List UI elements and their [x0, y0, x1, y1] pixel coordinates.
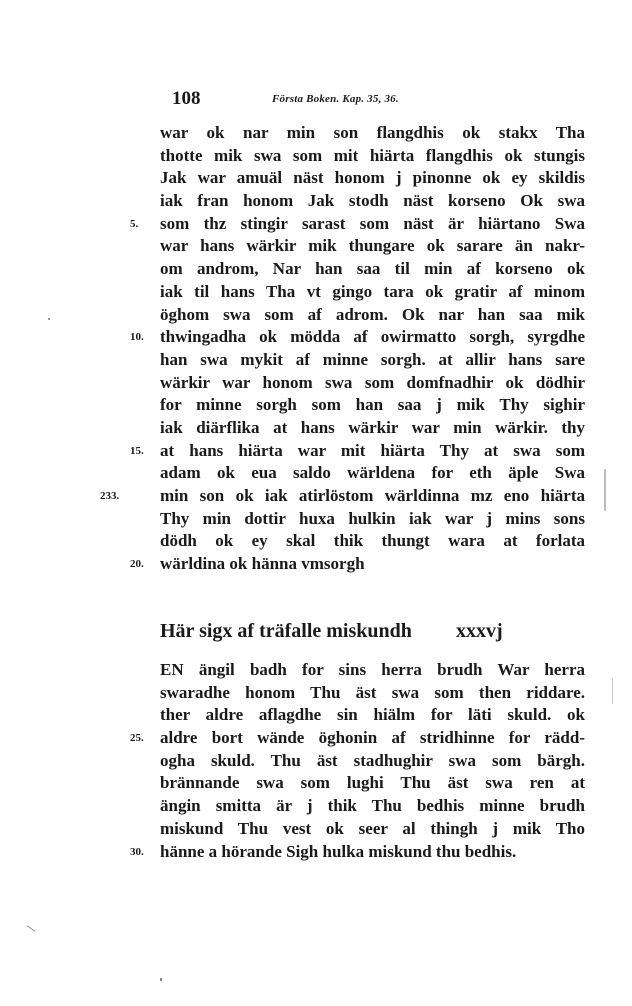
line-number: 20.	[130, 558, 144, 571]
line-number: 25.	[130, 732, 144, 745]
line-text: war hans wärkir mik thungare ok sarare än nakr-	[160, 236, 585, 256]
line-number: 30.	[130, 845, 144, 858]
text-line	[160, 122, 585, 145]
line-text: wärldina ok hänna vmsorgh	[160, 554, 365, 574]
line-text: at hans hiärta war mit hiärta Thy at swa som	[160, 440, 585, 460]
text-line	[130, 727, 585, 750]
text-line	[130, 841, 585, 864]
scan-speck	[612, 678, 613, 704]
line-text: ängin smitta är j thik Thu bedhis minne brudh	[160, 796, 585, 816]
text-line	[160, 281, 585, 304]
scan-speck	[160, 978, 162, 981]
margin-reference: 233.	[100, 490, 120, 502]
line-text: brännande swa som lughi Thu äst swa ren at	[160, 773, 585, 793]
line-text: dödh ok ey skal thik thungt wara at forlata	[160, 531, 585, 551]
line-text: EN ängil badh for sins herra brudh War herra	[160, 660, 585, 679]
text-line	[160, 304, 585, 327]
line-number: 5.	[130, 217, 139, 230]
text-line	[160, 659, 585, 682]
line-text: adam ok eua saldo wärldena for eth äple Swa	[160, 463, 585, 483]
line-text: hänne a hörande Sigh hulka miskund thu bedhis.	[160, 841, 517, 861]
page-number: 108	[172, 88, 201, 109]
text-line	[160, 682, 585, 705]
line-text: iak fran honom Jak stodh näst korseno Ok swa	[160, 191, 585, 211]
line-text: war ok nar min son flangdhis ok stakx Tha	[160, 123, 585, 142]
line-text: ogha skuld. Thu äst stadhughir swa som bärgh.	[160, 750, 585, 770]
text-line	[160, 372, 585, 395]
line-text: ther aldre aflagdhe sin hiälm for läti skuld. ok	[160, 705, 585, 725]
text-line	[160, 530, 585, 553]
scan-speck	[27, 925, 36, 932]
line-number: 10.	[130, 331, 144, 344]
section-heading-title: Här sigx af träfalle miskundh	[160, 620, 412, 642]
text-line	[160, 818, 585, 841]
line-text: iak diärflika at hans wärkir war min wärkir. thy	[160, 417, 585, 437]
line-text: wärkir war honom swa som domfnadhir ok dödhir	[160, 372, 585, 392]
text-line	[130, 440, 585, 463]
line-text: aldre bort wände öghonin af stridhinne for rädd-	[160, 728, 585, 748]
line-text: han swa mykit af minne sorgh. at allir hans sare	[160, 349, 585, 369]
text-line	[160, 167, 585, 190]
text-line	[160, 258, 585, 281]
line-text: for minne sorgh som han saa j mik Thy sighir	[160, 395, 585, 415]
section-heading	[160, 620, 585, 646]
text-line	[160, 235, 585, 258]
scan-speck	[604, 469, 606, 511]
line-text: som thz stingir sarast som näst är hiärtano Swa	[160, 213, 585, 233]
text-line	[130, 553, 585, 576]
line-text: thwingadha ok mödda af owirmatto sorgh, syrgdhe	[160, 327, 585, 347]
scan-speck	[48, 318, 50, 320]
text-block-first	[100, 122, 585, 576]
line-text: swaradhe honom Thu äst swa som then riddare.	[160, 682, 585, 702]
line-text: Jak war amuäl näst honom j pinonne ok ey skildis	[160, 168, 585, 188]
line-text: om androm, Nar han saa til min af korseno ok	[160, 259, 585, 279]
page-header	[172, 88, 592, 114]
line-text: miskund Thu vest ok seer al thingh j mik Tho	[160, 818, 585, 838]
text-line	[160, 704, 585, 727]
text-line	[160, 190, 585, 213]
text-line	[100, 485, 585, 508]
text-line	[160, 349, 585, 372]
text-line	[160, 750, 585, 773]
text-line	[160, 795, 585, 818]
line-number: 15.	[130, 444, 144, 457]
line-text: min son ok iak atirlöstom wärldinna mz eno hiärta	[160, 486, 585, 505]
running-head: Första Boken. Kap. 35, 36.	[272, 93, 399, 105]
text-line	[130, 326, 585, 349]
text-line	[160, 508, 585, 531]
text-line	[160, 772, 585, 795]
line-text: Thy min dottir huxa hulkin iak war j mins sons	[160, 508, 585, 528]
line-text: iak til hans Tha vt gingo tara ok gratir af minom	[160, 281, 585, 301]
line-text: thotte mik swa som mit hiärta flangdhis ok stungis	[160, 145, 585, 165]
text-line	[160, 462, 585, 485]
line-text: öghom swa som af adrom. Ok nar han saa mik	[160, 304, 585, 324]
text-line	[160, 145, 585, 168]
section-heading-numeral: xxxvj	[456, 620, 503, 642]
text-line	[160, 394, 585, 417]
text-line	[130, 213, 585, 236]
text-block-second	[130, 659, 585, 863]
text-line	[160, 417, 585, 440]
